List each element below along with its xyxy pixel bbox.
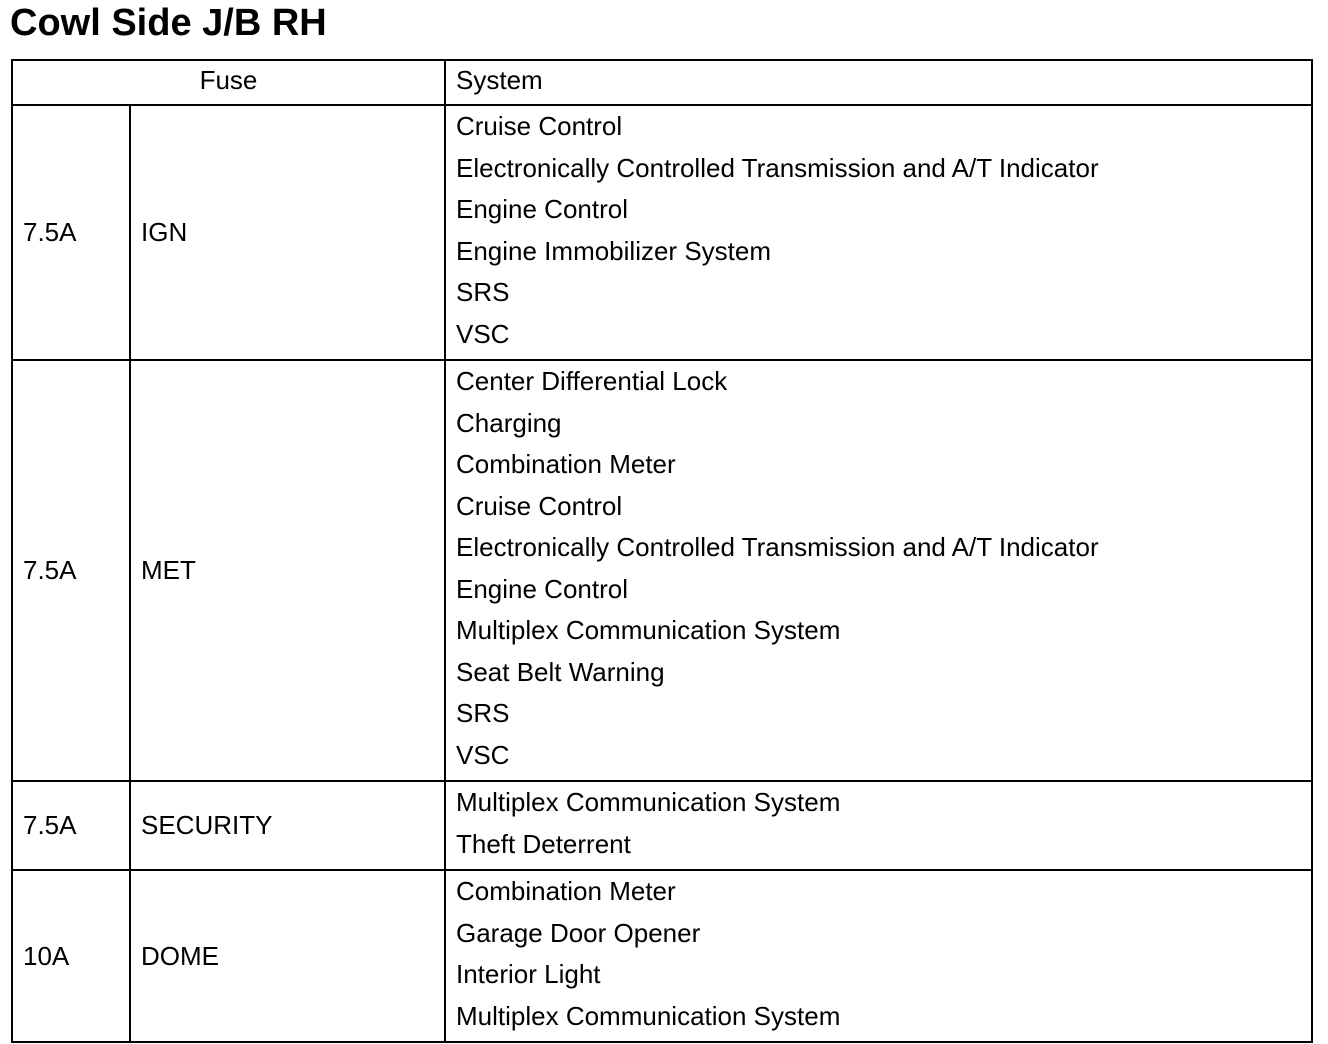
system-item: Multiplex Communication System — [456, 615, 841, 645]
system-item: Engine Immobilizer System — [456, 235, 771, 266]
fuse-systems — [445, 870, 1312, 1042]
system-item: Combination Meter — [456, 449, 676, 479]
fuse-table-body — [12, 105, 1312, 1042]
fuse-amperage: 7.5A — [12, 360, 130, 781]
system-item: Combination Meter — [456, 876, 676, 906]
table-row — [12, 360, 1312, 781]
fuse-name: IGN — [130, 105, 445, 360]
system-item: Garage Door Opener — [456, 917, 701, 948]
table-row — [12, 105, 1312, 360]
fuse-systems — [445, 105, 1312, 360]
system-item: Multiplex Communication System — [456, 787, 841, 817]
system-item: SRS — [456, 277, 510, 307]
fuse-name: SECURITY — [130, 781, 445, 870]
system-item: Theft Deterrent — [456, 828, 631, 859]
fuse-amperage: 7.5A — [12, 105, 130, 360]
system-item: Engine Control — [456, 573, 628, 604]
fuse-systems — [445, 360, 1312, 781]
fuse-table — [11, 59, 1313, 1043]
fuse-systems — [445, 781, 1312, 870]
system-item: Seat Belt Warning — [456, 656, 665, 687]
system-item: Cruise Control — [456, 490, 623, 521]
table-row — [12, 781, 1312, 870]
system-item: VSC — [456, 318, 510, 349]
table-row — [12, 870, 1312, 1042]
fuse-header: Fuse — [12, 60, 445, 105]
fuse-name: MET — [130, 360, 445, 781]
system-item: SRS — [456, 698, 510, 728]
system-item: VSC — [456, 739, 510, 770]
page-title: Cowl Side J/B RH — [10, 2, 327, 44]
system-item: Multiplex Communication System — [456, 1000, 841, 1031]
system-item: Charging — [456, 407, 562, 438]
system-item: Cruise Control — [456, 111, 623, 141]
fuse-name: DOME — [130, 870, 445, 1042]
system-item: Electronically Controlled Transmission and A/T Indicator — [456, 152, 1099, 183]
fuse-amperage: 7.5A — [12, 781, 130, 870]
system-item: Engine Control — [456, 194, 628, 224]
system-item: Electronically Controlled Transmission and A/T Indicator — [456, 532, 1099, 562]
system-header: System — [445, 60, 1312, 105]
fuse-amperage: 10A — [12, 870, 130, 1042]
system-item: Center Differential Lock — [456, 366, 728, 396]
table-header-row — [12, 60, 1312, 105]
system-item: Interior Light — [456, 959, 601, 989]
